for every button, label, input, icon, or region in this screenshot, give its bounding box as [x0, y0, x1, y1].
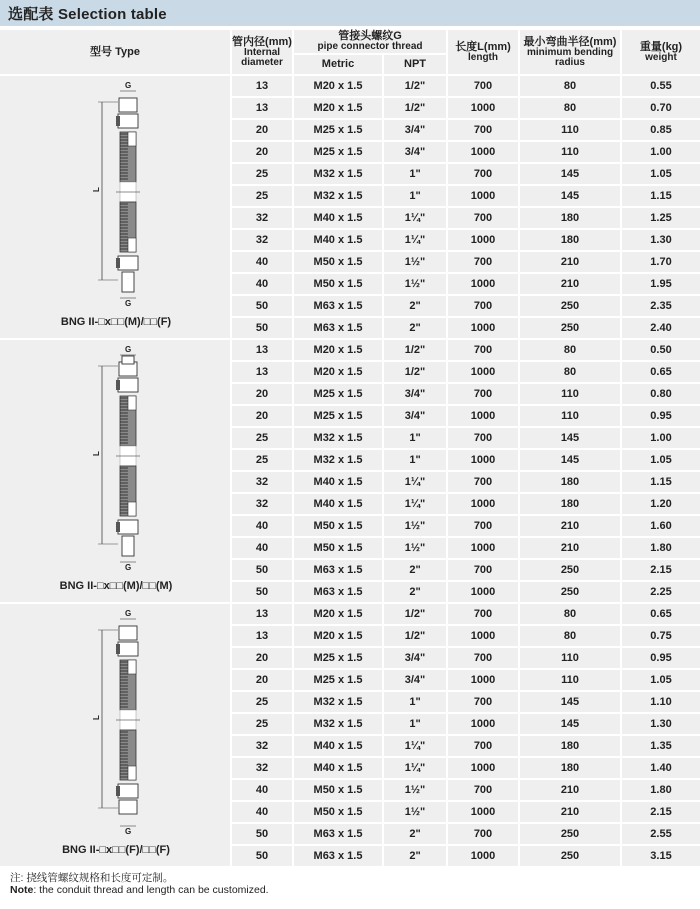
cell-weight: 0.95 — [622, 648, 700, 668]
note-cn: 注: 挠线管螺纹规格和长度可定制。 — [10, 872, 174, 884]
cell-weight: 1.80 — [622, 538, 700, 558]
cell-length: 700 — [448, 692, 518, 712]
cell-metric: M63 x 1.5 — [294, 824, 382, 844]
header-metric — [294, 55, 382, 74]
cell-length: 1000 — [448, 406, 518, 426]
cell-radius: 110 — [520, 120, 620, 140]
cell-radius: 250 — [520, 560, 620, 580]
header-weight-en: weight — [645, 51, 677, 63]
cell-diameter: 50 — [232, 846, 292, 866]
cell-weight: 1.05 — [622, 164, 700, 184]
header-metric-label: Metric — [321, 58, 355, 70]
cell-weight: 1.30 — [622, 230, 700, 250]
cell-weight: 0.65 — [622, 604, 700, 624]
cell-weight: 1.95 — [622, 274, 700, 294]
cell-length: 700 — [448, 76, 518, 96]
model-label: BNG II-□x□□(M)/□□(M) — [59, 580, 173, 592]
cell-npt: 3/4" — [384, 120, 446, 140]
cell-diameter: 20 — [232, 120, 292, 140]
header-diameter-en1: Internal — [243, 46, 281, 58]
cell-diameter: 40 — [232, 802, 292, 822]
cell-npt: 1" — [384, 714, 446, 734]
cell-weight: 1.05 — [622, 450, 700, 470]
header-weight-cn: 重量(kg) — [639, 40, 683, 53]
header-radius-cn: 最小弯曲半径(mm) — [523, 35, 617, 48]
cell-radius: 180 — [520, 758, 620, 778]
cell-weight: 2.40 — [622, 318, 700, 338]
hose-diagram-icon — [88, 344, 168, 574]
cell-radius: 210 — [520, 538, 620, 558]
header-npt-label: NPT — [404, 58, 426, 70]
cell-metric: M40 x 1.5 — [294, 472, 382, 492]
cell-weight: 2.55 — [622, 824, 700, 844]
cell-length: 700 — [448, 164, 518, 184]
cell-length: 700 — [448, 252, 518, 272]
cell-diameter: 40 — [232, 516, 292, 536]
cell-metric: M32 x 1.5 — [294, 428, 382, 448]
cell-weight: 0.70 — [622, 98, 700, 118]
cell-length: 1000 — [448, 714, 518, 734]
cell-length: 1000 — [448, 186, 518, 206]
cell-npt: 1/2" — [384, 76, 446, 96]
cell-metric: M63 x 1.5 — [294, 296, 382, 316]
cell-length: 1000 — [448, 230, 518, 250]
cell-length: 700 — [448, 296, 518, 316]
cell-diameter: 20 — [232, 670, 292, 690]
cell-npt: 1/2" — [384, 604, 446, 624]
cell-weight: 0.80 — [622, 384, 700, 404]
header-diameter-en2: diameter — [241, 56, 283, 68]
cell-metric: M50 x 1.5 — [294, 252, 382, 272]
cell-diameter: 20 — [232, 648, 292, 668]
header-length-en: length — [468, 51, 498, 63]
cell-metric: M20 x 1.5 — [294, 340, 382, 360]
cell-metric: M25 x 1.5 — [294, 648, 382, 668]
cell-npt: 2" — [384, 846, 446, 866]
cell-npt: 1¼" — [384, 208, 446, 228]
cell-diameter: 20 — [232, 384, 292, 404]
cell-diameter: 40 — [232, 274, 292, 294]
cell-diameter: 32 — [232, 758, 292, 778]
cell-diameter: 20 — [232, 142, 292, 162]
cell-radius: 80 — [520, 362, 620, 382]
header-radius — [520, 30, 620, 74]
cell-radius: 80 — [520, 340, 620, 360]
cell-radius: 250 — [520, 846, 620, 866]
cell-radius: 210 — [520, 274, 620, 294]
cell-weight: 1.25 — [622, 208, 700, 228]
cell-length: 1000 — [448, 538, 518, 558]
cell-diameter: 20 — [232, 406, 292, 426]
cell-npt: 1¼" — [384, 736, 446, 756]
cell-metric: M20 x 1.5 — [294, 98, 382, 118]
cell-weight: 0.50 — [622, 340, 700, 360]
header-type-label: 型号 Type — [90, 45, 140, 58]
cell-npt: 3/4" — [384, 648, 446, 668]
cell-weight: 2.35 — [622, 296, 700, 316]
dimension-l-label: L — [92, 187, 101, 192]
model-label: BNG II-□x□□(F)/□□(F) — [62, 844, 170, 856]
cell-length: 700 — [448, 780, 518, 800]
cell-radius: 210 — [520, 252, 620, 272]
cell-npt: 1" — [384, 186, 446, 206]
cell-npt: 1¼" — [384, 230, 446, 250]
cell-length: 700 — [448, 428, 518, 448]
cell-diameter: 25 — [232, 164, 292, 184]
cell-npt: 1½" — [384, 252, 446, 272]
cell-metric: M20 x 1.5 — [294, 604, 382, 624]
dimension-l-label: L — [92, 715, 101, 720]
cell-diameter: 13 — [232, 362, 292, 382]
cell-diameter: 32 — [232, 736, 292, 756]
cell-length: 1000 — [448, 626, 518, 646]
cell-metric: M40 x 1.5 — [294, 494, 382, 514]
cell-weight: 1.10 — [622, 692, 700, 712]
cell-radius: 145 — [520, 450, 620, 470]
cell-length: 1000 — [448, 846, 518, 866]
cell-npt: 1" — [384, 428, 446, 448]
hose-diagram-icon — [88, 608, 168, 838]
cell-metric: M40 x 1.5 — [294, 736, 382, 756]
cell-radius: 110 — [520, 142, 620, 162]
cell-weight: 1.70 — [622, 252, 700, 272]
cell-diameter: 13 — [232, 604, 292, 624]
header-diameter-cn: 管内径(mm) — [232, 35, 292, 48]
cell-metric: M32 x 1.5 — [294, 450, 382, 470]
hose-diagram-icon — [88, 80, 168, 310]
header-length — [448, 30, 518, 74]
note-en — [10, 884, 269, 896]
cell-length: 1000 — [448, 274, 518, 294]
cell-weight: 1.60 — [622, 516, 700, 536]
cell-metric: M25 x 1.5 — [294, 670, 382, 690]
cell-radius: 110 — [520, 406, 620, 426]
cell-weight: 2.15 — [622, 560, 700, 580]
cell-metric: M32 x 1.5 — [294, 692, 382, 712]
cell-radius: 210 — [520, 516, 620, 536]
cell-length: 700 — [448, 120, 518, 140]
cell-length: 700 — [448, 604, 518, 624]
cell-diameter: 40 — [232, 252, 292, 272]
cell-length: 700 — [448, 472, 518, 492]
cell-npt: 1½" — [384, 538, 446, 558]
title-bar — [0, 0, 700, 26]
cell-radius: 145 — [520, 692, 620, 712]
cell-metric: M25 x 1.5 — [294, 406, 382, 426]
cell-metric: M25 x 1.5 — [294, 120, 382, 140]
cell-npt: 1¼" — [384, 758, 446, 778]
dimension-l-label: L — [92, 451, 101, 456]
cell-radius: 250 — [520, 318, 620, 338]
cell-diameter: 25 — [232, 714, 292, 734]
cell-radius: 110 — [520, 648, 620, 668]
cell-length: 700 — [448, 516, 518, 536]
cell-metric: M20 x 1.5 — [294, 626, 382, 646]
cell-radius: 145 — [520, 164, 620, 184]
cell-length: 700 — [448, 736, 518, 756]
header-thread-en: pipe connector thread — [317, 41, 423, 52]
cell-radius: 180 — [520, 736, 620, 756]
cell-radius: 80 — [520, 604, 620, 624]
cell-diameter: 32 — [232, 472, 292, 492]
note-en-label: Note — [10, 884, 34, 896]
cell-radius: 80 — [520, 76, 620, 96]
cell-diameter: 25 — [232, 450, 292, 470]
dimension-g-top-label: G — [125, 609, 132, 618]
cell-diameter: 50 — [232, 318, 292, 338]
cell-weight: 0.75 — [622, 626, 700, 646]
cell-weight: 1.00 — [622, 142, 700, 162]
cell-npt: 1/2" — [384, 98, 446, 118]
cell-npt: 3/4" — [384, 142, 446, 162]
cell-weight: 1.35 — [622, 736, 700, 756]
cell-diameter: 50 — [232, 560, 292, 580]
cell-metric: M40 x 1.5 — [294, 758, 382, 778]
cell-length: 700 — [448, 648, 518, 668]
cell-weight: 0.85 — [622, 120, 700, 140]
dimension-g-bottom-label: G — [125, 827, 132, 836]
cell-npt: 2" — [384, 560, 446, 580]
cell-diameter: 32 — [232, 230, 292, 250]
cell-length: 1000 — [448, 450, 518, 470]
cell-metric: M40 x 1.5 — [294, 208, 382, 228]
cell-diameter: 32 — [232, 494, 292, 514]
cell-diameter: 50 — [232, 582, 292, 602]
cell-npt: 2" — [384, 582, 446, 602]
cell-npt: 3/4" — [384, 384, 446, 404]
cell-radius: 145 — [520, 714, 620, 734]
cell-radius: 210 — [520, 780, 620, 800]
cell-metric: M32 x 1.5 — [294, 186, 382, 206]
cell-npt: 1½" — [384, 274, 446, 294]
cell-diameter: 32 — [232, 208, 292, 228]
cell-metric: M32 x 1.5 — [294, 714, 382, 734]
cell-radius: 145 — [520, 186, 620, 206]
cell-weight: 2.25 — [622, 582, 700, 602]
cell-length: 700 — [448, 824, 518, 844]
cell-length: 1000 — [448, 318, 518, 338]
cell-radius: 110 — [520, 384, 620, 404]
cell-npt: 1½" — [384, 516, 446, 536]
cell-length: 700 — [448, 340, 518, 360]
cell-npt: 3/4" — [384, 406, 446, 426]
cell-radius: 250 — [520, 296, 620, 316]
cell-length: 1000 — [448, 362, 518, 382]
cell-length: 1000 — [448, 494, 518, 514]
cell-diameter: 50 — [232, 296, 292, 316]
cell-metric: M32 x 1.5 — [294, 164, 382, 184]
cell-diameter: 13 — [232, 340, 292, 360]
cell-weight: 1.15 — [622, 186, 700, 206]
cell-length: 1000 — [448, 98, 518, 118]
header-length-cn: 长度L(mm) — [455, 40, 511, 53]
cell-radius: 210 — [520, 802, 620, 822]
header-npt — [384, 55, 446, 74]
cell-radius: 80 — [520, 626, 620, 646]
cell-metric: M50 x 1.5 — [294, 538, 382, 558]
cell-metric: M25 x 1.5 — [294, 142, 382, 162]
cell-npt: 1" — [384, 692, 446, 712]
cell-weight: 3.15 — [622, 846, 700, 866]
cell-metric: M50 x 1.5 — [294, 274, 382, 294]
cell-metric: M63 x 1.5 — [294, 582, 382, 602]
cell-weight: 0.55 — [622, 76, 700, 96]
model-label: BNG II-□x□□(M)/□□(F) — [60, 316, 172, 328]
cell-npt: 1½" — [384, 802, 446, 822]
cell-diameter: 13 — [232, 626, 292, 646]
cell-diameter: 25 — [232, 186, 292, 206]
cell-weight: 1.05 — [622, 670, 700, 690]
cell-npt: 1¼" — [384, 472, 446, 492]
cell-diameter: 13 — [232, 76, 292, 96]
dimension-g-bottom-label: G — [125, 563, 132, 572]
cell-diameter: 50 — [232, 824, 292, 844]
cell-metric: M40 x 1.5 — [294, 230, 382, 250]
cell-radius: 250 — [520, 582, 620, 602]
cell-metric: M25 x 1.5 — [294, 384, 382, 404]
cell-npt: 1/2" — [384, 362, 446, 382]
cell-metric: M20 x 1.5 — [294, 362, 382, 382]
cell-npt: 1½" — [384, 780, 446, 800]
cell-diameter: 40 — [232, 538, 292, 558]
cell-radius: 250 — [520, 824, 620, 844]
cell-npt: 2" — [384, 318, 446, 338]
cell-npt: 1/2" — [384, 626, 446, 646]
cell-weight: 1.40 — [622, 758, 700, 778]
cell-length: 1000 — [448, 670, 518, 690]
cell-npt: 2" — [384, 296, 446, 316]
header-thread — [294, 30, 446, 53]
cell-radius: 180 — [520, 494, 620, 514]
cell-radius: 180 — [520, 208, 620, 228]
header-type — [0, 30, 230, 74]
cell-weight: 1.20 — [622, 494, 700, 514]
cell-weight: 2.15 — [622, 802, 700, 822]
cell-npt: 3/4" — [384, 670, 446, 690]
cell-diameter: 13 — [232, 98, 292, 118]
cell-metric: M50 x 1.5 — [294, 516, 382, 536]
cell-length: 700 — [448, 560, 518, 580]
cell-weight: 1.80 — [622, 780, 700, 800]
cell-npt: 1/2" — [384, 340, 446, 360]
cell-npt: 1" — [384, 164, 446, 184]
cell-length: 1000 — [448, 758, 518, 778]
cell-weight: 1.15 — [622, 472, 700, 492]
cell-length: 700 — [448, 208, 518, 228]
cell-metric: M63 x 1.5 — [294, 560, 382, 580]
header-radius-en1: minimum bending — [526, 46, 614, 58]
cell-radius: 80 — [520, 98, 620, 118]
cell-length: 1000 — [448, 142, 518, 162]
header-thread-cn: 管接头螺纹G — [338, 30, 402, 42]
cell-metric: M50 x 1.5 — [294, 802, 382, 822]
cell-radius: 180 — [520, 472, 620, 492]
cell-metric: M63 x 1.5 — [294, 318, 382, 338]
page-title: 选配表 Selection table — [8, 6, 167, 23]
dimension-g-top-label: G — [125, 81, 132, 90]
cell-diameter: 40 — [232, 780, 292, 800]
dimension-g-bottom-label: G — [125, 299, 132, 308]
cell-length: 1000 — [448, 802, 518, 822]
dimension-g-top-label: G — [125, 345, 132, 354]
cell-weight: 1.30 — [622, 714, 700, 734]
cell-radius: 180 — [520, 230, 620, 250]
cell-radius: 145 — [520, 428, 620, 448]
cell-metric: M63 x 1.5 — [294, 846, 382, 866]
header-radius-en2: radius — [554, 56, 585, 68]
cell-length: 700 — [448, 384, 518, 404]
cell-length: 1000 — [448, 582, 518, 602]
cell-radius: 110 — [520, 670, 620, 690]
header-diameter — [232, 30, 292, 74]
cell-weight: 0.65 — [622, 362, 700, 382]
cell-metric: M50 x 1.5 — [294, 780, 382, 800]
cell-diameter: 25 — [232, 692, 292, 712]
cell-diameter: 25 — [232, 428, 292, 448]
cell-npt: 1" — [384, 450, 446, 470]
cell-weight: 0.95 — [622, 406, 700, 426]
cell-weight: 1.00 — [622, 428, 700, 448]
note-en-text: : the conduit thread and length can be customized. — [33, 884, 269, 896]
cell-npt: 1¼" — [384, 494, 446, 514]
header-weight — [622, 30, 700, 74]
cell-npt: 2" — [384, 824, 446, 844]
cell-metric: M20 x 1.5 — [294, 76, 382, 96]
